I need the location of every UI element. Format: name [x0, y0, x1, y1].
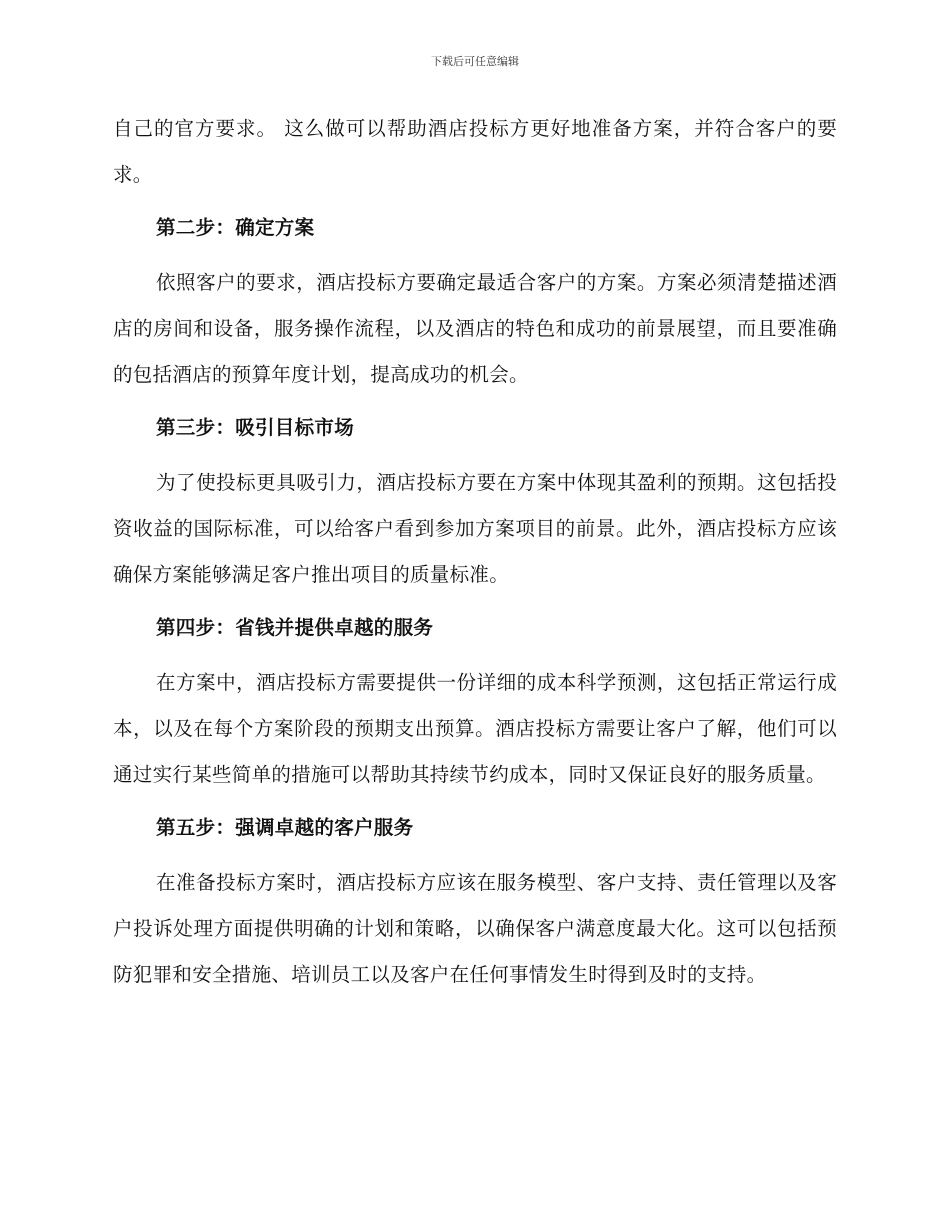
section-step-2 [113, 208, 837, 398]
section-paragraph: 依照客户的要求，酒店投标方要确定最适合客户的方案。方案必须清楚描述酒店的房间和设备，服务操作流程，以及酒店的特色和成功的前景展望，而且要准确的包括酒店的预算年度计划，提高成功的机会。 [113, 271, 837, 386]
section-paragraph: 在方案中，酒店投标方需要提供一份详细的成本科学预测，这包括正常运行成本，以及在每个方案阶段的预期支出预算。酒店投标方需要让客户了解，他们可以通过实行某些简单的措施可以帮助其持续节约成本，同时又保证良好的服务质量。 [113, 671, 837, 786]
page-header-note: 下载后可任意编辑 [431, 55, 519, 68]
section-heading: 第四步：省钱并提供卓越的服务 [156, 616, 434, 639]
section-paragraph: 为了使投标更具吸引力，酒店投标方要在方案中体现其盈利的预期。这包括投资收益的国际标准，可以给客户看到参加方案项目的前景。此外，酒店投标方应该确保方案能够满足客户推出项目的质量标准。 [113, 471, 837, 586]
section-step-5 [113, 808, 837, 998]
document-body [113, 106, 837, 1004]
section-heading: 第三步：吸引目标市场 [156, 416, 355, 439]
section-paragraph: 在准备投标方案时，酒店投标方应该在服务模型、客户支持、责任管理以及客户投诉处理方面提供明确的计划和策略，以确保客户满意度最大化。这可以包括预防犯罪和安全措施、培训员工以及客户在任何事情发生时得到及时的支持。 [113, 871, 837, 986]
section-heading: 第二步：确定方案 [156, 216, 315, 239]
section-step-3 [113, 408, 837, 598]
section-step-4 [113, 608, 837, 798]
section-heading: 第五步：强调卓越的客户服务 [156, 816, 414, 839]
intro-paragraph: 自己的官方要求。 这么做可以帮助酒店投标方更好地准备方案，并符合客户的要求。 [113, 117, 837, 186]
